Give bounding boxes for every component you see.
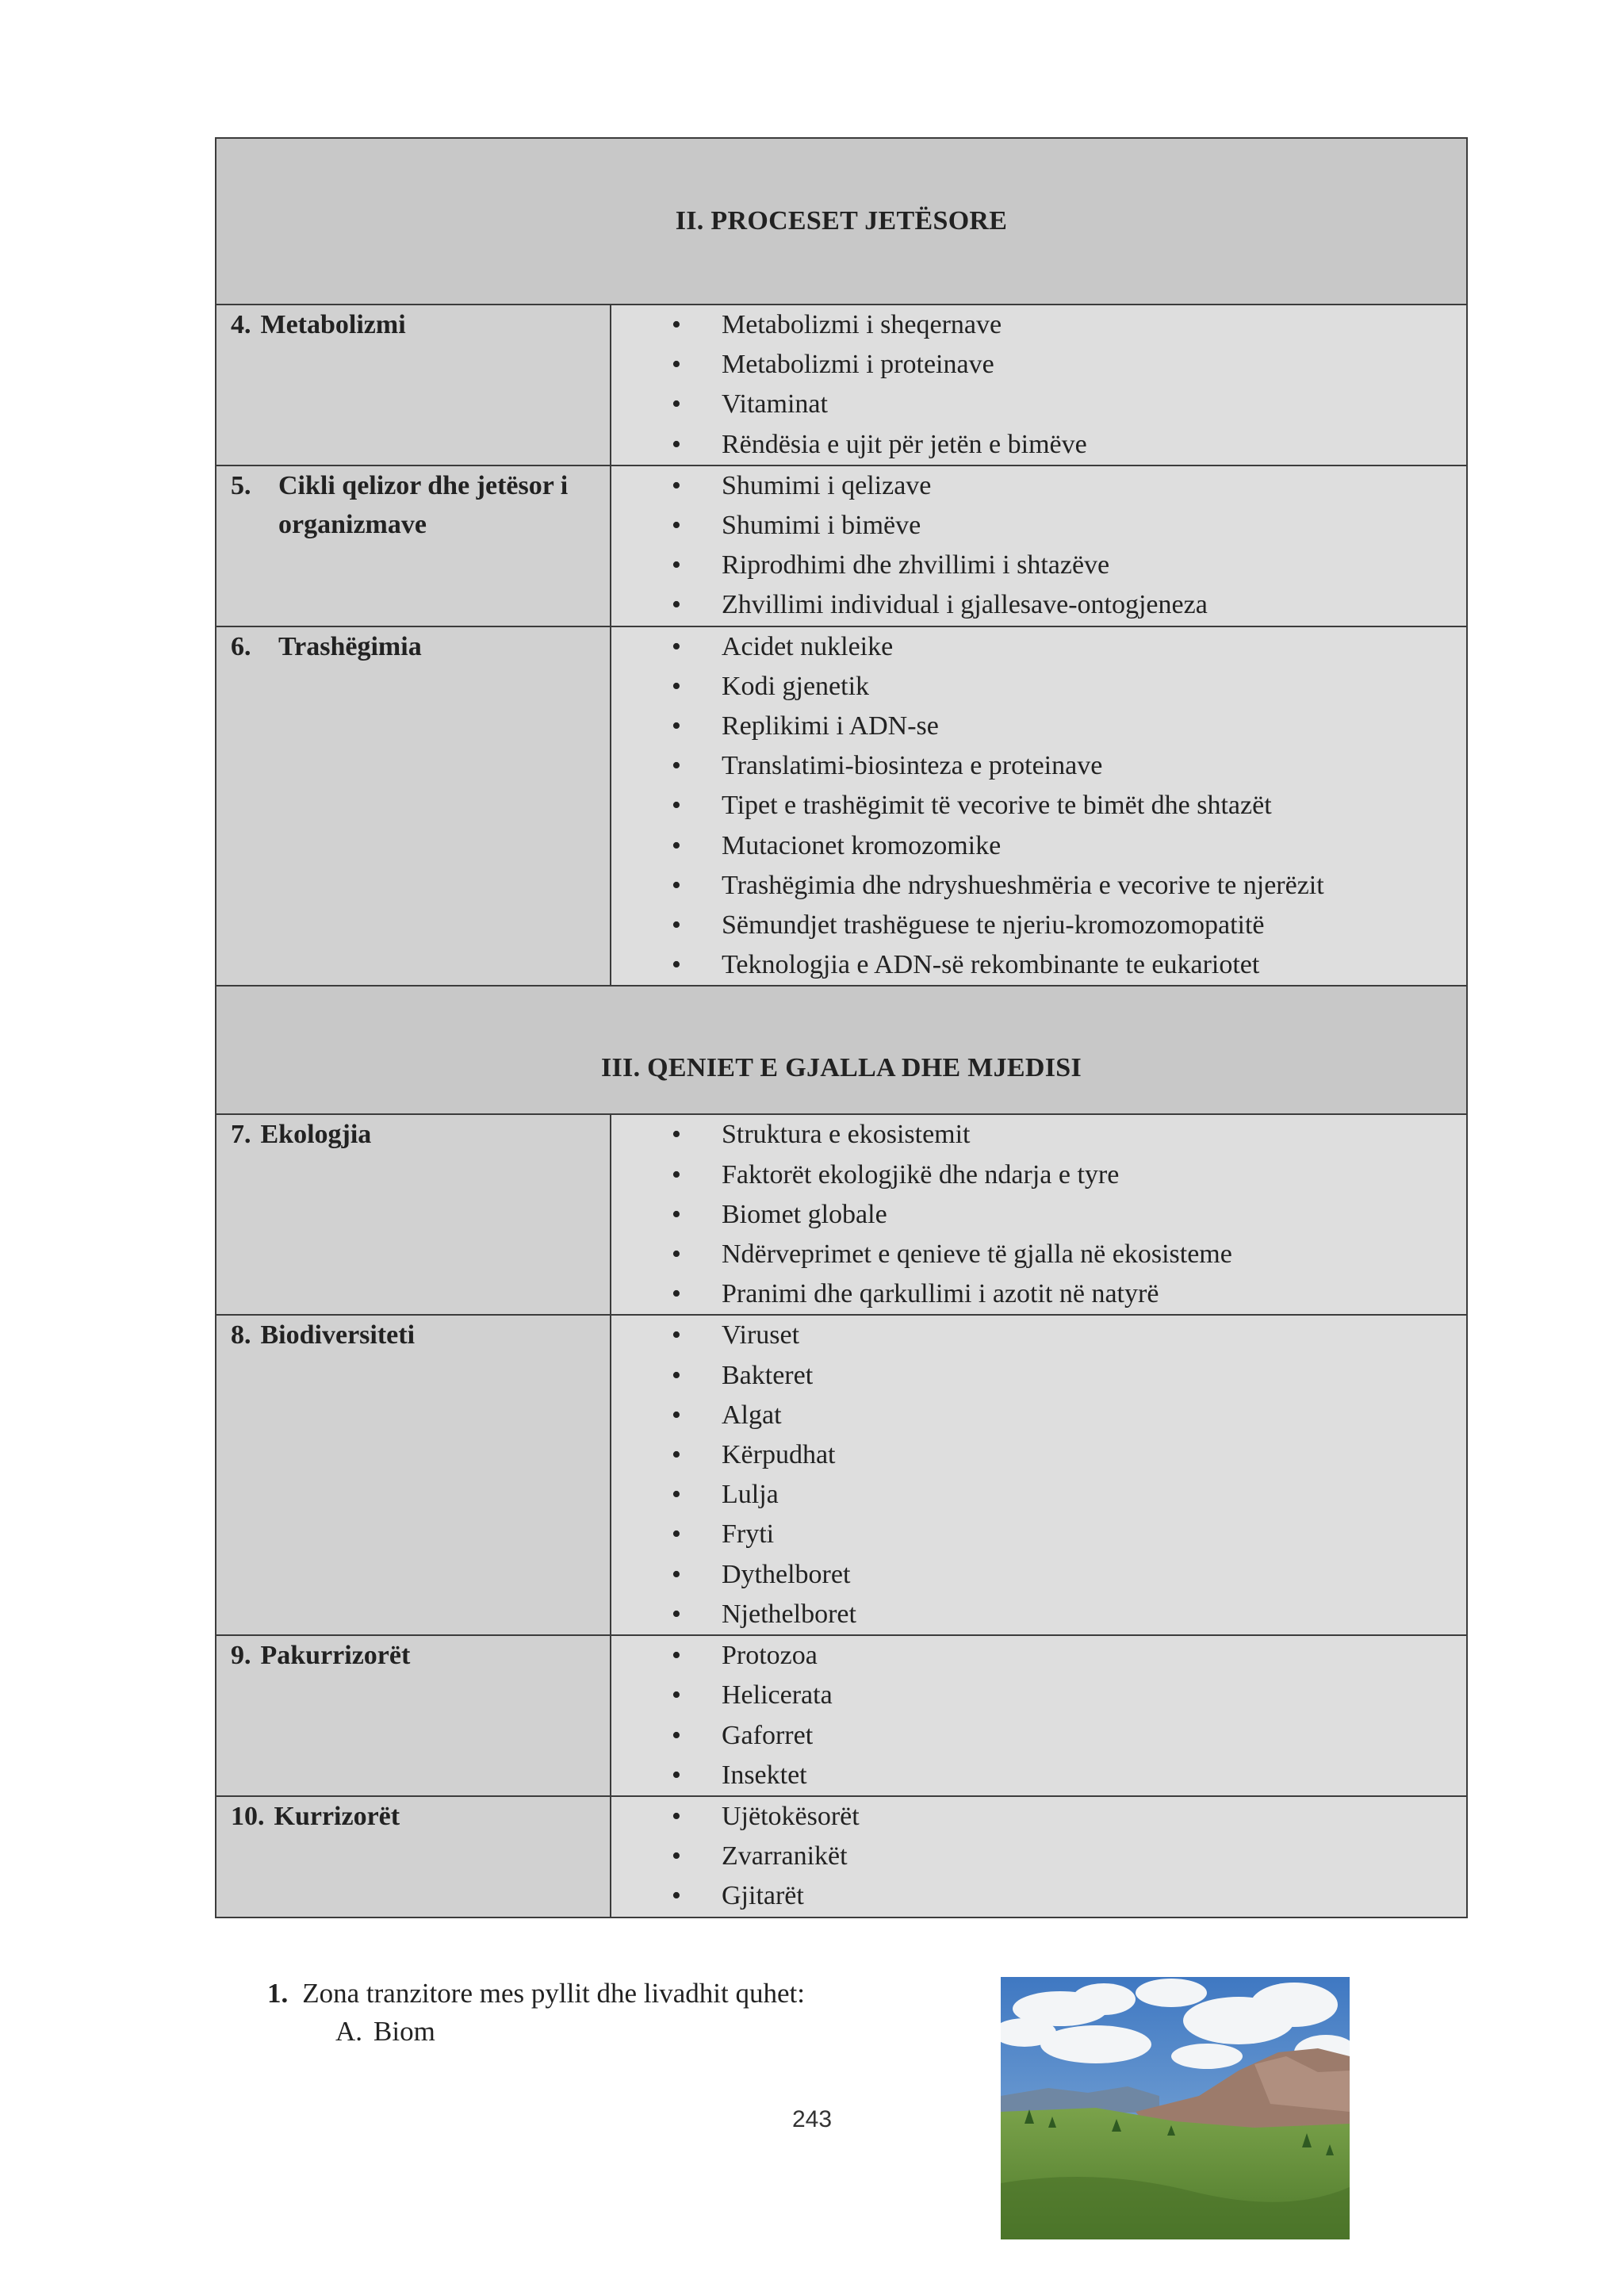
list-item: • Metabolizmi i proteinave xyxy=(672,345,1466,385)
list-item: • Vitaminat xyxy=(672,385,1466,424)
topic-cell xyxy=(216,1114,611,1315)
list-item: • Faktorët ekologjikë dhe ndarja e tyre xyxy=(672,1155,1466,1195)
question xyxy=(267,1975,805,2051)
list-item: • Rëndësia e ujit për jetën e bimëve xyxy=(672,425,1466,465)
topic-row xyxy=(216,1796,1467,1917)
answer-text: Biom xyxy=(373,2016,435,2047)
section-title: III. QENIET E GJALLA DHE MJEDISI xyxy=(600,1053,1082,1083)
list-item: • Pranimi dhe qarkullimi i azotit në natyrë xyxy=(672,1274,1466,1314)
list-item: • Njethelboret xyxy=(672,1595,1466,1634)
topic-title: Biodiversiteti xyxy=(260,1320,416,1350)
list-item: • Shumimi i qelizave xyxy=(672,466,1466,506)
list-item: • Trashëgimia dhe ndryshueshmëria e vecorive te njerëzit xyxy=(672,866,1466,906)
list-item: • Dythelboret xyxy=(672,1555,1466,1595)
list-item: • Ndërveprimet e qenieve të gjalla në ekosisteme xyxy=(672,1235,1466,1274)
list-item: • Zvarranikët xyxy=(672,1837,1466,1876)
list-item: • Gjitarët xyxy=(672,1876,1466,1916)
items-cell xyxy=(611,465,1467,626)
question-text: Zona tranzitore mes pyllit dhe livadhit quhet: xyxy=(302,1978,805,2009)
topic-cell xyxy=(216,1796,611,1917)
list-item: • Mutacionet kromozomike xyxy=(672,826,1466,866)
list-item: • Gaforret xyxy=(672,1716,1466,1756)
list-item: • Algat xyxy=(672,1396,1466,1435)
list-item: • Kodi gjenetik xyxy=(672,667,1466,707)
topic-number: 6. xyxy=(231,631,251,661)
page-number: 243 xyxy=(791,2106,833,2132)
list-item: • Ujëtokësorët xyxy=(672,1797,1466,1837)
topic-row xyxy=(216,305,1467,465)
list-item: • Protozoa xyxy=(672,1636,1466,1676)
list-item: • Tipet e trashëgimit të vecorive te bimët dhe shtazët xyxy=(672,786,1466,826)
topic-number: 10. xyxy=(231,1801,265,1831)
items-cell xyxy=(611,1315,1467,1635)
topic-row xyxy=(216,465,1467,626)
topic-title: Metabolizmi xyxy=(260,310,406,339)
items-cell xyxy=(611,305,1467,465)
topic-title: Kurrizorët xyxy=(274,1801,400,1831)
list-item: • Insektet xyxy=(672,1756,1466,1795)
list-item: • Kërpudhat xyxy=(672,1435,1466,1475)
answer-letter: A. xyxy=(335,2016,363,2047)
list-item: • Zhvillimi individual i gjallesave-ontogjeneza xyxy=(672,585,1466,625)
answer-option xyxy=(335,2013,805,2051)
question-number: 1. xyxy=(267,1978,289,2009)
items-cell xyxy=(611,1796,1467,1917)
list-item: • Biomet globale xyxy=(672,1195,1466,1235)
list-item: • Struktura e ekosistemit xyxy=(672,1115,1466,1155)
landscape-photo xyxy=(1001,1977,1350,2239)
topic-title: Trashëgimia xyxy=(278,631,422,661)
list-item: • Helicerata xyxy=(672,1676,1466,1715)
list-item: • Lulja xyxy=(672,1475,1466,1515)
topic-title: Pakurrizorët xyxy=(260,1641,411,1671)
topic-title: Ekologjia xyxy=(260,1120,372,1150)
topic-cell xyxy=(216,1315,611,1635)
items-cell xyxy=(611,626,1467,987)
list-item: • Viruset xyxy=(672,1316,1466,1355)
list-item: • Translatimi-biosinteza e proteinave xyxy=(672,746,1466,786)
topic-cell xyxy=(216,626,611,987)
topic-cell xyxy=(216,465,611,626)
topic-row xyxy=(216,1315,1467,1635)
items-cell xyxy=(611,1635,1467,1796)
items-cell xyxy=(611,1114,1467,1315)
section-title: II. PROCESET JETËSORE xyxy=(675,206,1008,236)
topic-title: Cikli qelizor dhe jetësor i organizmave xyxy=(278,470,569,539)
topic-cell xyxy=(216,1635,611,1796)
topic-row xyxy=(216,626,1467,987)
list-item: • Fryti xyxy=(672,1515,1466,1554)
list-item: • Teknologjia e ADN-së rekombinante te eukariotet xyxy=(672,945,1466,985)
list-item: • Sëmundjet trashëguese te njeriu-kromozomopatitë xyxy=(672,906,1466,945)
topic-row xyxy=(216,1114,1467,1315)
section-header xyxy=(216,986,1467,1114)
topic-number: 9. xyxy=(231,1641,251,1671)
list-item: • Acidet nukleike xyxy=(672,627,1466,667)
list-item: • Bakteret xyxy=(672,1356,1466,1396)
list-item: • Replikimi i ADN-se xyxy=(672,707,1466,746)
topic-number: 8. xyxy=(231,1320,251,1350)
topic-cell xyxy=(216,305,611,465)
section-header xyxy=(216,138,1467,305)
question-line xyxy=(267,1975,805,2013)
topic-number: 4. xyxy=(231,310,251,339)
section-header-row xyxy=(216,138,1467,305)
list-item: • Shumimi i bimëve xyxy=(672,506,1466,546)
topic-number: 7. xyxy=(231,1120,251,1150)
list-item: • Metabolizmi i sheqernave xyxy=(672,305,1466,345)
section-header-row xyxy=(216,986,1467,1114)
topic-number: 5. xyxy=(231,470,251,500)
list-item: • Riprodhimi dhe zhvillimi i shtazëve xyxy=(672,546,1466,585)
topic-row xyxy=(216,1635,1467,1796)
syllabus-table xyxy=(215,137,1468,1918)
